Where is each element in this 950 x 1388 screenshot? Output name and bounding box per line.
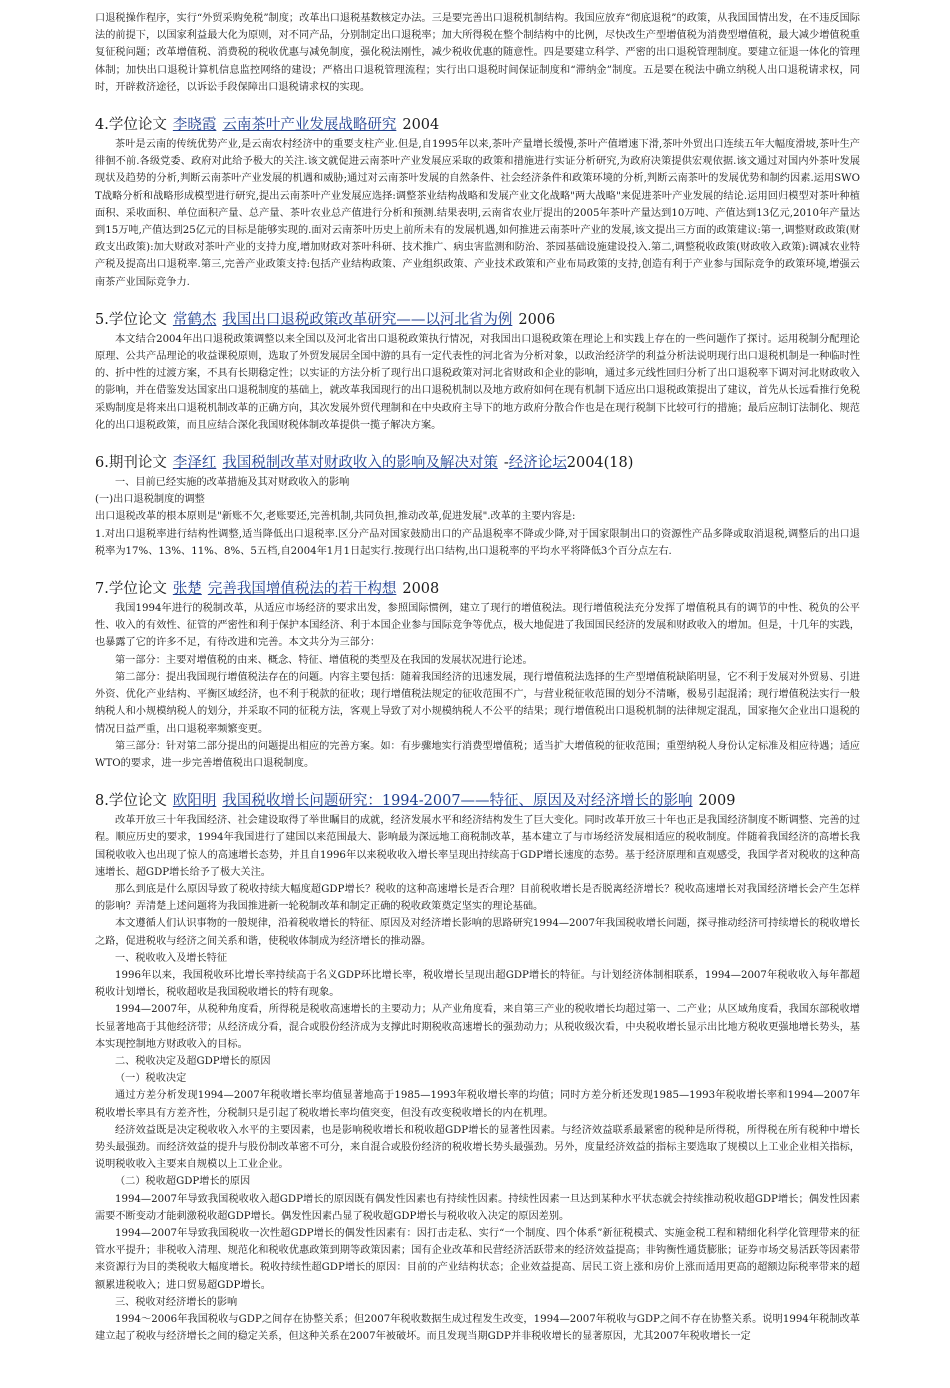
entry-year: 2009: [698, 793, 736, 810]
abstract-line: 1996年以来，我国税收环比增长率持续高于名义GDP环比增长率，税收增长呈现出超GDP增长的特征。与计划经济体制相联系，1994—2007年税收收入每年都超税收计划增长，税收超收是我国税收增长的特有现象。: [95, 969, 860, 999]
entry-heading-8: [95, 790, 860, 812]
entry-type: 学位论文: [108, 117, 167, 134]
entry-abstract: 茶叶是云南的传统优势产业,是云南农村经济中的重要支柱产业.但是,自1995年以来,茶叶产量增长缓慢,茶叶产值增速下滑,茶叶外贸出口连续五年大幅度滑坡,茶叶生产徘徊不前.各级党委、政府对此给予极大的关注.该文就促进云南茶叶产业发展应采取的政策和措施进行实证分析研究,为政府决策提供宏观依据.该文通过对国内外茶叶发展现状及趋势的分析,判断云南茶叶产业发展的机遇和威胁;通过对云南茶叶发展的自然条件、社会经济条件和政策环境的分析,判断云南茶叶的发展优势和制约因素.运用SWOT战略分析和战略形成模型进行研究,提出云南茶叶产业发展应选择:调整茶业结构战略和发展产业文化战略"两大战略"来促进茶叶产业发展的结论.运用回归模型对茶叶种植面积、采收面积、单位面积产量、总产量、茶叶农业总产值进行分析和预测.结果表明,云南省农业厅提出的2005年茶叶产量达到10万吨、产值达到13亿元,2010年产量达到15万吨,产值达到25亿元的目标是能够实现的.面对云南茶叶历史上前所未有的发展机遇,如何推进云南茶叶产业的发展,该文提出三方面的政策建议:第一,调整财政政策(财政支出政策):加大财政对茶叶产业的支持力度,增加财政对茶叶科研、技术推广、病虫害监测和防治、茶园基础设施建设投入.第二,调整税收政策(财政收入政策):调减农业特产税及提高出口退税率.第三,完善产业政策支持:包括产业结构政策、产业组织政策、产业技术政策和产业布局政策的支持,创造有利于产业参与国际竞争的政策环境,增强云南茶产业国际竞争力.: [95, 139, 860, 288]
abstract-line: （二）税收超GDP增长的原因: [115, 1176, 251, 1188]
abstract-line: 二、税收决定及超GDP增长的原因: [115, 1055, 271, 1067]
entry-type: 期刊论文: [108, 455, 167, 472]
author-link[interactable]: 李晓霞: [172, 117, 217, 134]
abstract-line: 通过方差分析发现1994—2007年税收增长率均值显著地高于1985—1993年税收增长率的均值；同时方差分析还发现1985—1993年税收增长率和1994—2007年税收增长率具有方差齐性，分税制只是引起了税收增长率均值突变，但没有改变税收增长的内在机理。: [95, 1090, 860, 1119]
entry-heading-6: [95, 452, 860, 474]
entry-year: 2004: [402, 117, 440, 134]
abstract-line: 1994—2007年，从税种角度看，所得税是税收高速增长的主要动力；从产业角度看，来自第三产业的税收增长均超过第一、二产业；从区域角度看，我国东部税收增长显著地高于其他经济带；从经济成分看，混合或股份经济成为支撑此时期税收高速增长的强劲动力；从税收级次看，中央税收增长显示出比地方税收更强地增长势头，基本实现控制地方财政收入的目标。: [95, 1004, 860, 1050]
abstract-line: 改革开放三十年我国经济、社会建设取得了举世瞩目的成就，经济发展水平和经济结构发生了巨大变化。同时改革开放三十年也正是我国经济制度不断调整、完善的过程。顺应历史的要求，1994年我国进行了建国以来范围最大、影响最为深远地工商税制改革，基本建立了与市场经济发展相适应的税收制度。伴随着我国经济的高增长我国税收收入也出现了惊人的高速增长态势，并且自1996年以来税收收入增长率呈现出持续高于GDP增长速度的态势。基于经济原理和直观感受，我国学者对税收的这种高速增长、超GDP增长给予了极大关注。: [95, 815, 860, 878]
entry-year: 2004(18): [566, 455, 634, 472]
author-link[interactable]: 常鹤杰: [172, 311, 217, 328]
author-link[interactable]: 张楚: [172, 581, 202, 598]
entry-abstract: 第一部分：主要对增值税的由来、概念、特征、增值税的类型及在我国的发展状况进行论述。: [115, 654, 533, 666]
entry-number: 4.: [95, 117, 109, 134]
intro-paragraph: 口退税操作程序，实行“外贸采购免税”制度；改革出口退税基数核定办法。三是要完善出口退税机制结构。我国应放弃“彻底退税”的政策，从我国国情出发，在不违反国际法的前提下，以国家利益最大化为原则，对不同产品，分别制定出口退税率；加大所得税在整个制结构中的比例，尽快改生产型增值税为消费型增值税，最大减少增值税重复征税问题；改革增值税、消费税的税收优惠与减免制度，强化税法刚性，减少税收优惠的随意性。四是要建立科学、严密的出口退税管理制度。要建立征退一体化的管理体制；加快出口退税计算机信息监控网络的建设；严格出口退税管理流程；实行出口退税时间保证制度和“滞纳金”制度。五是要在税法中确立纳税人出口退税请求权，同时，开辟救济途径，以诉讼手段保障出口退税请求权的实现。: [95, 13, 860, 93]
entry-heading-5: [95, 309, 860, 331]
entry-abstract: 第二部分：提出我国现行增值税法存在的问题。内容主要包括：随着我国经济的迅速发展，现行增值税法选择的生产型增值税缺陷明显，它不利于发展对外贸易、引进外资、优化产业结构、平衡区域经济，也不利于税款的征收；现行增值税法规定的征收范围不广，与营业税征收范围的划分不清晰，极易引起混淆；现行增值税法实行一般纳税人和小规模纳税人的划分，并采取不同的征税方法，客观上导致了对小规模纳税人不公平的结果；现行增值税出口退税机制的法律规定混乱，国家拖欠企业出口退税的情况日益严重，出口退税率频繁变更。: [95, 671, 860, 735]
abstract-line: 一、税收收入及增长特征: [115, 952, 228, 964]
abstract-line: 一、目前已经实施的改革措施及其对财政收入的影响: [115, 477, 350, 489]
entry-type: 学位论文: [108, 581, 167, 598]
author-link[interactable]: 欧阳明: [172, 793, 217, 810]
abstract-line: (一)出口退税制度的调整: [95, 494, 205, 506]
abstract-line: （一）税收决定: [115, 1073, 187, 1085]
journal-separator: -: [503, 455, 509, 472]
title-link[interactable]: 我国税收增长问题研究：1994-2007——特征、原因及对经济增长的影响: [222, 793, 693, 810]
abstract-line: 1994—2007年导致我国税收收入超GDP增长的原因既有偶发性因素也有持续性因素。持续性因素一旦达到某种水平状态就会持续推动税收超GDP增长；偶发性因素需要不断变动才能刺激税收超GDP增长。偶发性因素凸显了税收超GDP增长与税收收入决定的原因差别。: [95, 1193, 860, 1222]
entry-number: 8.: [95, 793, 109, 810]
entry-abstract: 本文结合2004年出口退税政策调整以来全国以及河北省出口退税政策执行情况，对我国出口退税政策在理论上和实践上存在的一些问题作了探讨。运用税制分配理论原理、公共产品理论的收益课税原则，选取了外贸发展居全国中游的具有一定代表性的河北省为分析对象，以政治经济学的利益分析法说明现行出口退税机制是一种临时性的、折中性的过渡方案，不具有长期稳定性；以实证的方法分析了现行出口退税政策对河北省财政和企业的影响，通过多元线性回归分析了出口退税率下调对河北财政收入的影响，并在借鉴发达国家出口退税制度的基础上，就改革我国现行的出口退税机制以及地方政府如何在现有机制下适应出口退税政策提出了建议，首先从长远看推行免税采购制度是将来出口退税机制改革的正确方向，其次发展外贸代理制和在中央政府主导下的地方政府分散合作也是在现行税制下比较可行的措施；最后应制订法制化、规范化的出口退税政策，而且应结合深化我国财税体制改革提供一揽子解决方案。: [95, 333, 860, 431]
title-link[interactable]: 我国出口退税政策改革研究——以河北省为例: [222, 311, 513, 328]
entry-year: 2006: [518, 311, 556, 328]
abstract-line: 本文遵循人们认识事物的一般规律，沿着税收增长的特征、原因及对经济增长影响的思路研究1994—2007年我国税收增长问题，探寻推动经济可持续增长的税收增长之路，促进税收与经济之间关系和谐，使税收体制成为经济增长的推动器。: [95, 918, 860, 947]
abstract-line: 那么到底是什么原因导致了税收持续大幅度超GDP增长？税收的这种高速增长是否合理？目前税收增长是否脱离经济增长？税收高速增长对我国经济增长会产生怎样的影响？弄清楚上述问题将为我国推进新一轮税制改革和制定正确的税收政策奠定坚实的理论基础。: [95, 883, 860, 913]
abstract-line: 1994—2007年导致我国税收一次性超GDP增长的偶发性因素有：因打击走私、实行“一个制度、四个体系”新征税模式、实施金税工程和精细化科学化管理带来的征管水平提升；非税收入清理、规范化和税收优惠政策到期等政策因素；国有企业改革和民营经济活跃带来的经济效益提高；非钩衡性通货膨胀；证券市场交易活跃等因素带来资源行为目的类税收大幅度增长。税收持续性超GDP增长的原因：目前的产业结构状态；企业效益提高、居民工资上涨和房价上涨而适用更高的超额边际税率带来的超额累进税收入；进口贸易超GDP增长。: [95, 1227, 860, 1291]
entry-number: 7.: [95, 581, 109, 598]
abstract-line: 三、税收对经济增长的影响: [115, 1296, 238, 1308]
entry-heading-4: [95, 114, 860, 136]
author-link[interactable]: 李泽红: [172, 455, 217, 472]
abstract-line: 出口退税改革的根本原则是"新账不欠,老账要还,完善机制,共同负担,推动改革,促进发展".改革的主要内容是:: [95, 511, 576, 523]
title-link[interactable]: 我国税制改革对财政收入的影响及解决对策: [222, 455, 498, 472]
entry-number: 5.: [95, 311, 109, 328]
entry-heading-7: [95, 578, 860, 600]
abstract-line: 经济效益既是决定税收收入水平的主要因素，也是影响税收增长和税收超GDP增长的显著性因素。与经济效益联系最紧密的税种是所得税，所得税在所有税种中增长势头最强劲。而经济效益的提升与股份制改革密不可分，来自混合或股份经济的税收增长势头最强劲。另外，度量经济效益的指标主要选取了规模以上工业企业相关指标，说明税收收入主要来自规模以上工业企业。: [95, 1124, 860, 1171]
entry-abstract: 我国1994年进行的税制改革，从适应市场经济的要求出发，参照国际惯例，建立了现行的增值税法。现行增值税法充分发挥了增值税具有的调节的中性、税负的公平性、收入的有效性、征管的严密性和利于保护本国经济、利于本国企业参与国际竞争等优点，极大地促进了我国国民经济的发展和财政收入的增加。但是，十几年的实践，也暴露了它的许多不足，有待改进和完善。本文共分为三部分：: [95, 603, 860, 649]
abstract-line: 1994～2006年我国税收与GDP之间存在协整关系；但2007年税收数据生成过程发生改变，1994—2007年税收与GDP之间不存在协整关系。说明1994年税制改革建立起了税收与经济增长之间的稳定关系，但这种关系在2007年被破坏。而且发现当期GDP并非税收增长的显著原因，尤其2007年税收增长一定: [95, 1314, 860, 1343]
entry-type: 学位论文: [108, 793, 167, 810]
entry-type: 学位论文: [108, 311, 167, 328]
entry-year: 2008: [402, 581, 440, 598]
journal-link[interactable]: 经济论坛: [508, 455, 567, 472]
entry-number: 6.: [95, 455, 109, 472]
title-link[interactable]: 云南茶叶产业发展战略研究: [222, 117, 397, 134]
title-link[interactable]: 完善我国增值税法的若干构想: [207, 581, 397, 598]
abstract-line: 1.对出口退税率进行结构性调整,适当降低出口退税率.区分产品对国家鼓励出口的产品退税率不降或少降,对于国家限制出口的资源性产品多降或取消退税,调整后的出口退税率为17%、13%、11%、8%、5五档,自2004年1月1日起实行.按现行出口结构,出口退税率的平均水平将降低3个百分点左右.: [95, 528, 860, 557]
document-page: [95, 10, 860, 1345]
entry-abstract: 第三部分：针对第二部分提出的问题提出相应的完善方案。如：有步骤地实行消费型增值税；适当扩大增值税的征收范围；重塑纳税人身份认定标准及相应待遇；适应WTO的要求，进一步完善增值税出口退税制度。: [95, 740, 860, 769]
